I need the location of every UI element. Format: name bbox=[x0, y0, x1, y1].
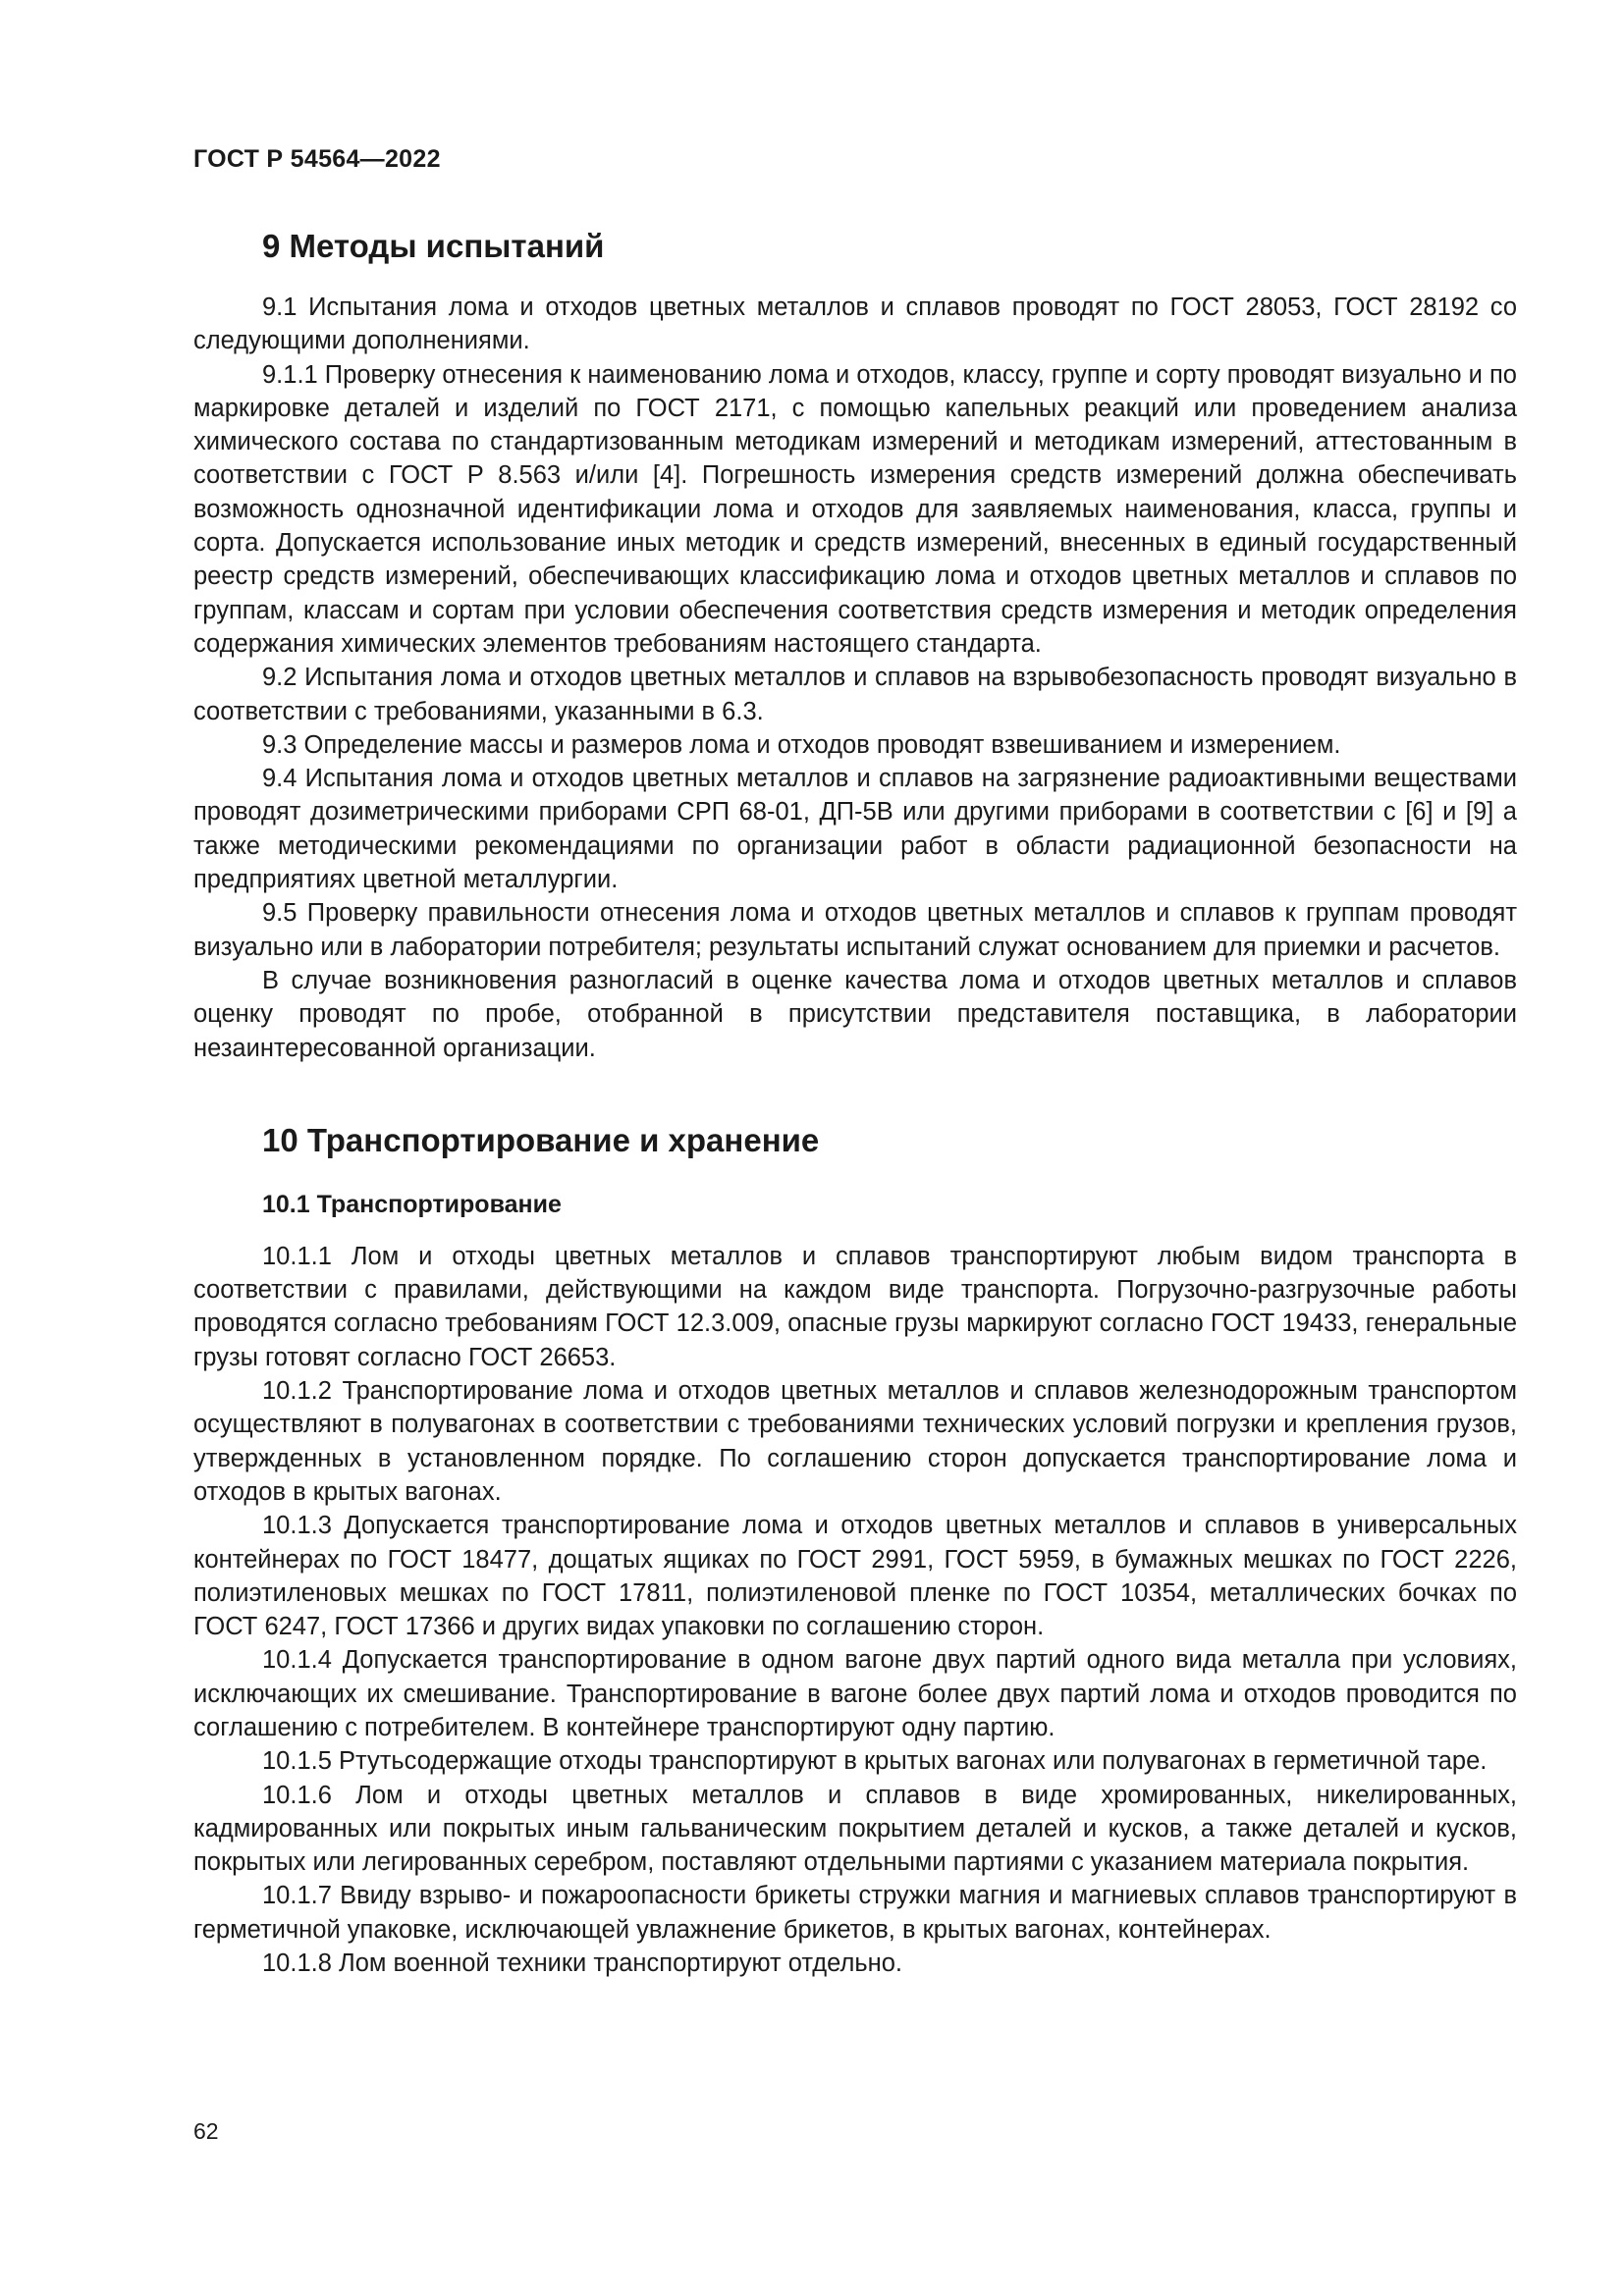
paragraph-10-1-3: 10.1.3 Допускается транспортирование лома и отходов цветных металлов и сплавов в универсальных контейнерах по ГОСТ 18477, дощатых ящиках по ГОСТ 2991, ГОСТ 5959, в бумажных мешках по ГОСТ 2226, полиэтиленовых мешках по ГОСТ 17811, полиэтиленовой пленке по ГОСТ 10354, металлических бочках по ГОСТ 6247, ГОСТ 17366 и других видах упаковки по соглашению сторон. bbox=[193, 1512, 1517, 1641]
paragraph-9-4: 9.4 Испытания лома и отходов цветных металлов и сплавов на загрязнение радиоактивными веществами проводят дозиметрическими приборами СРП 68-01, ДП-5В или другими приборами в соответствии с [6] и [9] а также методическими рекомендациями по организации работ в области радиационной безопасности на предприятиях цветной металлургии. bbox=[193, 765, 1517, 894]
paragraph-10-1-8: 10.1.8 Лом военной техники транспортируют отдельно. bbox=[262, 1949, 902, 1978]
paragraph-10-1-2: 10.1.2 Транспортирование лома и отходов цветных металлов и сплавов железнодорожным транспортом осуществляют в полувагонах в соответствии с требованиями технических условий погрузки и крепления грузов, утвержденных в установленном порядке. По соглашению сторон допускается транспортирование лома и отходов в крытых вагонах. bbox=[193, 1377, 1517, 1506]
paragraph-9-3: 9.3 Определение массы и размеров лома и отходов проводят взвешиванием и измерением. bbox=[262, 730, 1341, 759]
paragraph-10-1-4: 10.1.4 Допускается транспортирование в одном вагоне двух партий одного вида металла при условиях, исключающих их смешивание. Транспортирование в вагоне более двух партий лома и отходов проводится по соглашению с потребителем. В контейнере транспортируют одну партию. bbox=[193, 1646, 1517, 1741]
document-id-header: ГОСТ Р 54564—2022 bbox=[193, 145, 441, 173]
section-9-title: 9 Методы испытаний bbox=[262, 228, 605, 264]
paragraph-9-2: 9.2 Испытания лома и отходов цветных металлов и сплавов на взрывобезопасность проводят визуально в соответствии с требованиями, указанными в 6.3. bbox=[193, 664, 1517, 725]
section-10-title: 10 Транспортирование и хранение bbox=[262, 1121, 820, 1158]
subsection-10-1-title: 10.1 Транспортирование bbox=[262, 1190, 562, 1218]
paragraph-9-1: 9.1 Испытания лома и отходов цветных металлов и сплавов проводят по ГОСТ 28053, ГОСТ 28192 со следующими дополнениями. bbox=[193, 294, 1517, 355]
paragraph-10-1-7: 10.1.7 Ввиду взрыво- и пожароопасности брикеты стружки магния и магниевых сплавов транспортируют в герметичной упаковке, исключающей увлажнение брикетов, в крытых вагонах, контейнерах. bbox=[193, 1882, 1517, 1944]
paragraph-10-1-5: 10.1.5 Ртутьсодержащие отходы транспортируют в крытых вагонах или полувагонах в герметичной таре. bbox=[262, 1747, 1488, 1776]
paragraph-9-5-disputes: В случае возникновения разногласий в оценке качества лома и отходов цветных металлов и сплавов оценку проводят по пробе, отобранной в присутствии представителя поставщика, в лаборатории незаинтересованной организации. bbox=[193, 966, 1517, 1062]
page-number: 62 bbox=[193, 2118, 219, 2144]
paragraph-9-1-1: 9.1.1 Проверку отнесения к наименованию лома и отходов, классу, группе и сорту проводят визуально и по маркировке деталей и изделий по ГОСТ 2171, с помощью капельных реакций или проведением анализа химического состава по стандартизованным методикам измерений и методикам измерений, аттестованным в соответствии с ГОСТ Р 8.563 и/или [4]. Погрешность измерения средств измерений должна обеспечивать возможность однозначной идентификации лома и отходов для заявляемых наименования, класса, группы и сорта. Допускается использование иных методик и средств измерений, внесенных в единый государственный реестр средств измерений, обеспечивающих классификацию лома и отходов цветных металлов и сплавов по группам, классам и сортам при условии обеспечения соответствия средств измерения и методик определения содержания химических элементов требованиям настоящего стандарта. bbox=[193, 360, 1517, 658]
paragraph-10-1-1: 10.1.1 Лом и отходы цветных металлов и сплавов транспортируют любым видом транспорта в соответствии с правилами, действующими на каждом виде транспорта. Погрузочно-разгрузочные работы проводятся согласно требованиям ГОСТ 12.3.009, опасные грузы маркируют согласно ГОСТ 19433, генеральные грузы готовят согласно ГОСТ 26653. bbox=[193, 1242, 1517, 1371]
paragraph-10-1-6: 10.1.6 Лом и отходы цветных металлов и сплавов в виде хромированных, никелированных, кадмированных или покрытых иным гальваническим покрытием деталей и кусков, а также деталей и кусков, покрытых или легированных серебром, поставляют отдельными партиями с указанием материала покрытия. bbox=[193, 1781, 1517, 1877]
paragraph-9-5: 9.5 Проверку правильности отнесения лома и отходов цветных металлов и сплавов к группам проводят визуально или в лаборатории потребителя; результаты испытаний служат основанием для приемки и расчетов. bbox=[193, 899, 1517, 961]
document-body bbox=[193, 224, 1517, 1980]
